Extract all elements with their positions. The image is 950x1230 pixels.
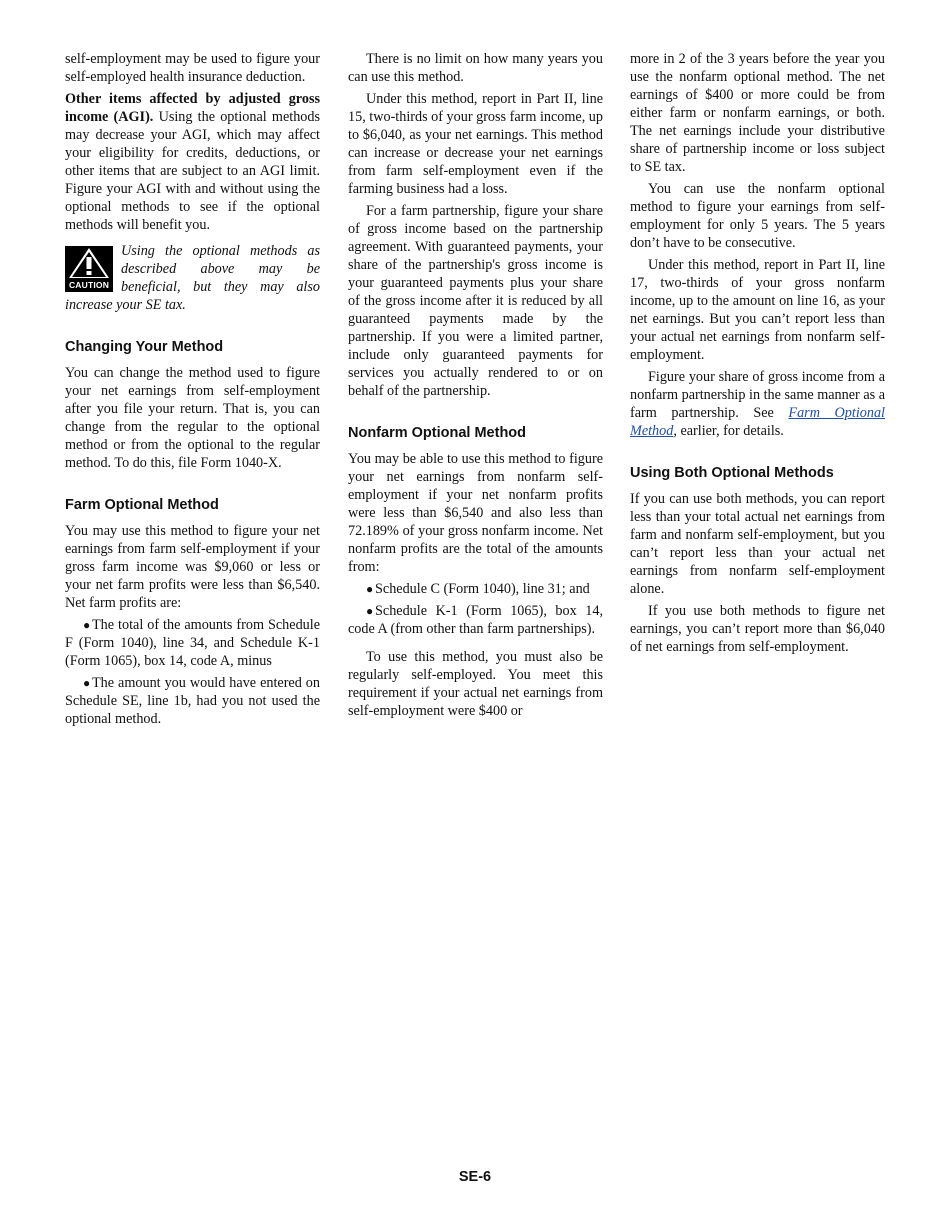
- caution-label: CAUTION: [68, 280, 110, 290]
- page-number: SE-6: [458, 1169, 492, 1185]
- list-item: ● Schedule K-1 (Form 1065), box 14, code A (from other than farm partnerships).: [348, 603, 603, 637]
- paragraph: You can use the nonfarm optional method to figure your earnings from self-employment for only 5 years. The 5 years don’t have to be consecutive.: [630, 181, 885, 251]
- paragraph: more in 2 of the 3 years before the year you use the nonfarm optional method. The net earnings of $400 or more could be from either farm or nonfarm earnings, or both. The net earnings include your distributive share of partnership income or loss subject to SE tax.: [630, 51, 885, 175]
- heading-changing-method: Changing Your Method: [65, 339, 224, 355]
- paragraph-agi: [65, 90, 320, 234]
- bullet-icon: ●: [83, 618, 91, 632]
- paragraph-changing: You can change the method used to figure your net earnings from self-employment after you file your return. That is, you can change from the regular to the optional method or from the optional to the regular method. To do this, file Form 1040-X.: [65, 365, 320, 471]
- column-right: [630, 50, 885, 660]
- paragraph: Figure your share of gross income from a nonfarm partnership in the same manner as a farm partnership. See Farm Optional Method, earlier, for details.: [630, 369, 885, 439]
- caution-note: [65, 242, 320, 314]
- caution-text: Using the optional methods as described above may be beneficial, but they may also increase your SE tax.: [65, 243, 320, 313]
- paragraph: Under this method, report in Part II, line 17, two-thirds of your gross nonfarm income, up to the amount on line 16, as your net earnings. But you can’t report less than your actual net earnings from nonfarm self-employment.: [630, 257, 885, 363]
- list-item: ● Schedule C (Form 1040), line 31; and: [366, 581, 590, 597]
- paragraph: If you use both methods to figure net earnings, you can’t report more than $6,040 of net earnings from self-employment.: [630, 603, 885, 655]
- agi-heading: Other items affected by adjusted gross income (AGI).: [65, 91, 320, 125]
- list-item: ● The amount you would have entered on Schedule SE, line 1b, had you not used the optional method.: [65, 675, 320, 727]
- paragraph-continued: self-employment may be used to figure your self-employed health insurance deduction.: [65, 51, 320, 85]
- bullet-icon: ●: [83, 676, 91, 690]
- column-middle: [348, 50, 603, 724]
- paragraph: There is no limit on how many years you can use this method.: [348, 51, 603, 85]
- bullet-icon: ●: [366, 604, 374, 618]
- paragraph: Under this method, report in Part II, line 15, two-thirds of your gross farm income, up to $6,040, as your net earnings. This method can increase or decrease your net earnings from farm self-employment even if the farming business had a loss.: [348, 91, 603, 197]
- paragraph-farm: You may use this method to figure your net earnings from farm self-employment if your gross farm income was $9,060 or less or your net farm profits were less than $6,540. Net farm profits are:: [65, 523, 320, 611]
- paragraph: To use this method, you must also be regularly self-employed. You meet this requirement if your actual net earnings from self-employment were $400 or: [348, 649, 603, 719]
- list-item: ● The total of the amounts from Schedule F (Form 1040), line 34, and Schedule K-1 (Form 1065), box 14, code A, minus: [65, 617, 320, 669]
- farm-optional-method-link[interactable]: Farm Optional Method: [630, 405, 885, 439]
- caution-icon: [65, 246, 113, 292]
- heading-farm-optional: Farm Optional Method: [65, 497, 219, 513]
- agi-text: Using the optional methods may decrease your AGI, which may affect your eligibility for credits, deductions, or other items that are subject to an AGI limit. Figure your AGI with and without using the optional methods to see if the optional methods will benefit you.: [65, 109, 320, 233]
- column-left: [65, 50, 320, 732]
- paragraph: For a farm partnership, figure your share of gross income based on the partnership agreement. With guaranteed payments, your share of the partnership's gross income is your guaranteed payments plus your share of the gross income after it is reduced by all guaranteed payments made by the partnership. If you were a limited partner, include only guaranteed payments for services you actually rendered to or on behalf of the partnership.: [348, 203, 603, 399]
- paragraph: You may be able to use this method to figure your net earnings from nonfarm self-employment if your net nonfarm profits were less than $6,540 and also less than 72.189% of your gross nonfarm income. Net nonfarm profits are the total of the amounts from:: [348, 451, 603, 575]
- heading-nonfarm-optional: Nonfarm Optional Method: [348, 425, 527, 441]
- paragraph: If you can use both methods, you can report less than your total actual net earnings from farm and nonfarm self-employment, but you can’t report less than your actual net earnings from nonfarm self-employment alone.: [630, 491, 885, 597]
- bullet-icon: ●: [366, 582, 374, 596]
- heading-both-methods: Using Both Optional Methods: [630, 465, 834, 481]
